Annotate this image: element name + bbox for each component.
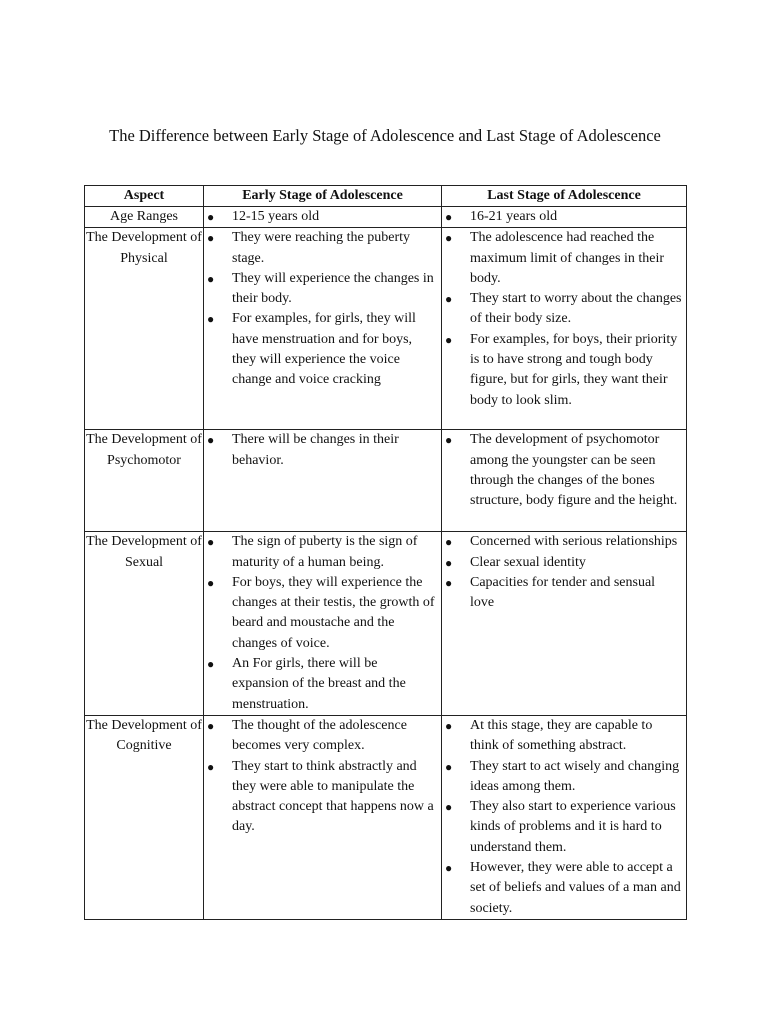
early-stage-cell: [204, 430, 442, 532]
last-stage-list: [442, 716, 686, 919]
list-item: [204, 207, 441, 227]
bullet-icon: ●: [207, 718, 215, 733]
last-stage-list: [442, 228, 686, 411]
list-item: [442, 430, 686, 511]
bullet-icon: ●: [445, 535, 453, 550]
list-item: [204, 269, 441, 310]
early-stage-cell: [204, 532, 442, 716]
last-stage-list: [442, 207, 686, 227]
bullet-icon: ●: [445, 231, 453, 246]
bullet-icon: ●: [207, 312, 215, 327]
bullet-icon: ●: [445, 861, 453, 876]
bullet-icon: ●: [445, 800, 453, 815]
header-last-stage: Last Stage of Adolescence: [442, 186, 687, 207]
bullet-icon: ●: [207, 575, 215, 590]
bullet-icon: ●: [445, 555, 453, 570]
list-item: [442, 207, 686, 227]
comparison-table: [84, 185, 687, 920]
last-stage-cell: [442, 430, 687, 532]
aspect-cell: The Development of Cognitive: [85, 715, 204, 919]
early-stage-cell: [204, 207, 442, 228]
document-title: The Difference between Early Stage of Adolescence and Last Stage of Adolescence: [109, 126, 661, 145]
bullet-icon: ●: [445, 433, 453, 448]
early-stage-list: [204, 430, 441, 471]
last-stage-list: [442, 430, 686, 511]
list-item-text: They start to think abstractly and they were able to manipulate the abstract concept that happens now a day.: [232, 758, 434, 835]
early-stage-list: [204, 228, 441, 390]
table-row: [85, 715, 687, 919]
list-item-text: They start to act wisely and changing ideas among them.: [470, 758, 680, 794]
list-item-text: Concerned with serious relationships: [470, 534, 678, 550]
table-body: [85, 207, 687, 920]
bullet-icon: ●: [445, 759, 453, 774]
early-stage-cell: [204, 228, 442, 430]
bullet-icon: ●: [445, 210, 453, 224]
list-item-text: 12-15 years old: [232, 209, 320, 224]
list-item-text: An For girls, there will be expansion of the breast and the menstruation.: [232, 656, 406, 712]
bullet-icon: ●: [445, 718, 453, 733]
last-stage-cell: [442, 532, 687, 716]
list-item-text: 16-21 years old: [470, 209, 558, 224]
list-item-text: The development of psychomotor among the youngster can be seen through the changes of the bones structure, body figure and the height.: [470, 432, 678, 509]
list-item: [204, 716, 441, 757]
list-item: [442, 289, 686, 330]
bullet-icon: ●: [207, 759, 215, 774]
list-item: [442, 228, 686, 289]
bullet-icon: ●: [207, 271, 215, 286]
table-row: [85, 532, 687, 716]
list-item: [442, 330, 686, 411]
aspect-cell: The Development of Sexual: [85, 532, 204, 716]
list-item: [204, 532, 441, 573]
table-row: [85, 207, 687, 228]
bullet-icon: ●: [445, 332, 453, 347]
bullet-icon: ●: [207, 657, 215, 672]
list-item-text: They will experience the changes in their body.: [232, 270, 434, 307]
list-item: [442, 757, 686, 798]
last-stage-cell: [442, 207, 687, 228]
list-item-text: There will be changes in their behavior.: [232, 432, 399, 468]
list-item-text: The sign of puberty is the sign of maturity of a human being.: [232, 534, 418, 570]
bullet-icon: ●: [207, 210, 215, 224]
bullet-icon: ●: [445, 575, 453, 590]
list-item-text: Capacities for tender and sensual love: [470, 574, 656, 611]
table-header-row: [85, 186, 687, 207]
header-aspect: Aspect: [85, 186, 204, 207]
list-item: [204, 757, 441, 838]
table-row: [85, 228, 687, 430]
bullet-icon: ●: [207, 433, 215, 448]
list-item: [204, 430, 441, 471]
table-row: [85, 430, 687, 532]
list-item-text: They also start to experience various kinds of problems and it is hard to understand them.: [470, 799, 676, 855]
list-item-text: They start to worry about the changes of their body size.: [470, 291, 682, 327]
list-item: [442, 716, 686, 757]
list-item-text: At this stage, they are capable to think of something abstract.: [470, 717, 653, 754]
early-stage-list: [204, 716, 441, 838]
bullet-icon: ●: [207, 231, 215, 246]
list-item: [204, 228, 441, 269]
bullet-icon: ●: [207, 535, 215, 550]
list-item-text: However, they were able to accept a set of beliefs and values of a man and society.: [470, 860, 681, 916]
header-early-stage: Early Stage of Adolescence: [204, 186, 442, 207]
list-item-text: Clear sexual identity: [470, 554, 586, 570]
list-item-text: For examples, for boys, their priority is to have strong and tough body figure, but for girls, they want their body to look slim.: [470, 331, 678, 408]
list-item: [442, 532, 686, 552]
list-item-text: The adolescence had reached the maximum limit of changes in their body.: [470, 230, 665, 286]
list-item: [442, 797, 686, 858]
bullet-icon: ●: [445, 292, 453, 307]
aspect-cell: The Development of Physical: [85, 228, 204, 430]
list-item: [442, 553, 686, 573]
last-stage-cell: [442, 715, 687, 919]
list-item-text: For boys, they will experience the changes at their testis, the growth of beard and moustache and the changes of voice.: [232, 574, 435, 651]
list-item: [204, 309, 441, 390]
list-item-text: They were reaching the puberty stage.: [232, 230, 411, 266]
last-stage-cell: [442, 228, 687, 430]
list-item-text: The thought of the adolescence becomes very complex.: [232, 717, 407, 754]
early-stage-cell: [204, 715, 442, 919]
list-item-text: For examples, for girls, they will have menstruation and for boys, they will experience the voice change and voice cracking: [232, 311, 416, 388]
early-stage-list: [204, 532, 441, 715]
early-stage-list: [204, 207, 441, 227]
aspect-cell: The Development of Psychomotor: [85, 430, 204, 532]
last-stage-list: [442, 532, 686, 613]
list-item: [442, 573, 686, 614]
list-item: [442, 858, 686, 919]
list-item: [204, 573, 441, 654]
list-item: [204, 654, 441, 715]
aspect-cell: Age Ranges: [85, 207, 204, 228]
